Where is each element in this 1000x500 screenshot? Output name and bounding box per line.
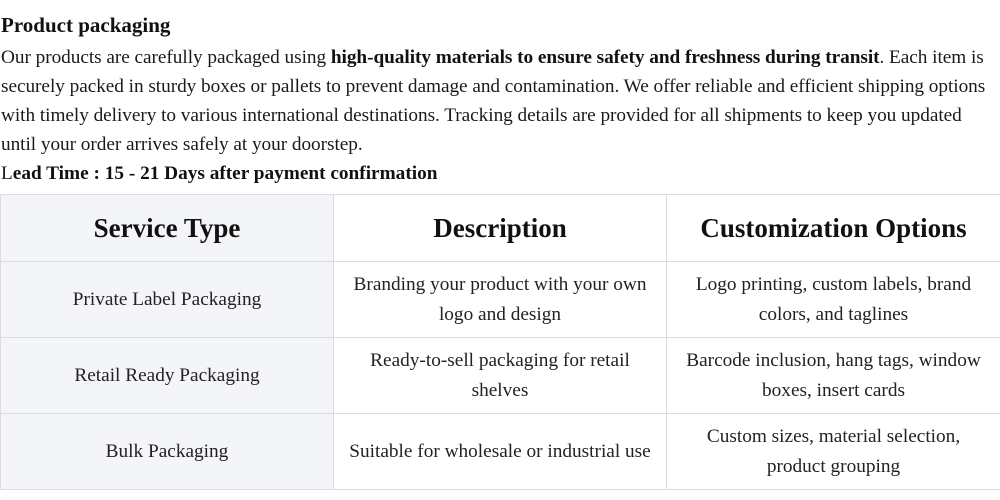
intro-text-end: . Each item is securely packed in sturdy boxes or pallets to prevent damage and contamination. We offer reliable and efficient shipping options with timely delivery to various international destinations. Tracking details are provided for all shipments to keep you updated until your order arrives safely at your doorstep. xyxy=(1,47,986,155)
table-row xyxy=(1,262,1000,338)
cell-customization-options: Logo printing, custom labels, brand colors, and taglines xyxy=(667,262,1000,338)
section-heading: Product packaging xyxy=(1,13,171,37)
header-customization-options: Customization Options xyxy=(667,195,1000,262)
lead-time xyxy=(1,159,437,188)
cell-description: Ready-to-sell packaging for retail shelves xyxy=(334,338,667,414)
services-table xyxy=(0,194,1000,490)
intro-text-start: Our products are carefully packaged using xyxy=(1,47,331,68)
cell-customization-options: Custom sizes, material selection, product grouping xyxy=(667,414,1000,490)
table-header-row xyxy=(1,195,1000,262)
intro-paragraph xyxy=(1,43,1000,159)
lead-time-text: ead Time : 15 - 21 Days after payment confirmation xyxy=(12,163,438,184)
cell-customization-options: Barcode inclusion, hang tags, window boxes, insert cards xyxy=(667,338,1000,414)
header-description: Description xyxy=(334,195,667,262)
header-service-type: Service Type xyxy=(1,195,334,262)
intro-bold-text: high-quality materials to ensure safety and freshness during transit xyxy=(330,47,880,68)
cell-service-type: Bulk Packaging xyxy=(1,414,334,490)
lead-time-first-letter: L xyxy=(1,163,13,184)
cell-description: Branding your product with your own logo and design xyxy=(334,262,667,338)
cell-service-type: Private Label Packaging xyxy=(1,262,334,338)
cell-description: Suitable for wholesale or industrial use xyxy=(334,414,667,490)
table-row xyxy=(1,414,1000,490)
table-row xyxy=(1,338,1000,414)
cell-service-type: Retail Ready Packaging xyxy=(1,338,334,414)
